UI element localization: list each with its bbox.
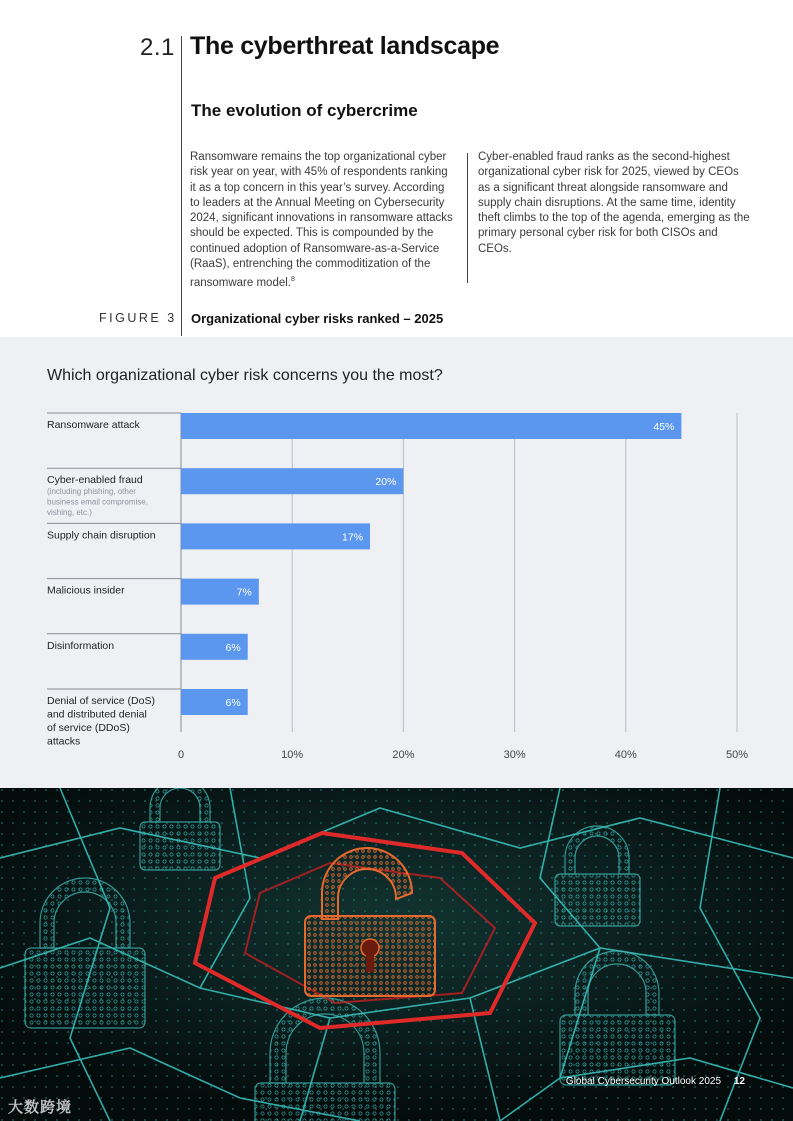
x-tick-label: 40%	[614, 749, 637, 761]
page-number: 12	[733, 1076, 745, 1087]
paragraph-left-text: Ransomware remains the top organizational cyber risk year on year, with 45% of respondents ranking it as a top concern in this year’s survey. According to leaders at the Annual Meeting on Cybersecurity 2024, significant innovations in ransomware attacks should be expected. This is compounded by the continued adoption of Ransomware-as-a-Service (RaaS), entrenching the commoditization of the ransomware model.	[190, 151, 453, 290]
category-note: (including phishing, other business email compromise, vishing, etc.)	[47, 487, 148, 518]
x-tick-label: 10%	[281, 749, 304, 761]
category-label: Ransomware attack	[47, 419, 140, 431]
bar-chart	[0, 337, 793, 788]
bar-value-label: 6%	[225, 641, 241, 654]
section-title: The cyberthreat landscape	[190, 32, 500, 60]
section-divider	[181, 36, 182, 336]
category-label: Cyber-enabled fraud	[47, 474, 143, 487]
cyber-padlock-image	[0, 788, 793, 1121]
x-tick-label: 50%	[725, 749, 749, 761]
bar-value-label: 45%	[653, 421, 675, 433]
category-label: Malicious insider	[47, 584, 125, 597]
bar-value-label: 20%	[375, 476, 397, 489]
bar-value-label: 6%	[225, 697, 241, 709]
column-divider	[467, 153, 468, 283]
paragraph-right: Cyber-enabled fraud ranks as the second-highest organizational cyber risk for 2025, viewed by CEOs as a significant threat alongside ransomware and supply chain disruptions. At the same time, identity theft climbs to the top of the agenda, emerging as the primary personal cyber risk for both CISOs and CEOs.	[478, 151, 750, 255]
figure-label: FIGURE 3	[99, 311, 177, 325]
x-tick-label: 30%	[503, 749, 526, 761]
figure-title: Organizational cyber risks ranked – 2025	[191, 311, 444, 326]
x-tick-label: 0	[177, 749, 185, 761]
watermark-logo: 大数跨境	[8, 1099, 73, 1116]
bar-value-label: 7%	[236, 586, 252, 599]
footnote-reference[interactable]: 8	[290, 276, 295, 284]
subsection-title: The evolution of cybercrime	[191, 101, 418, 120]
category-label: Disinformation	[47, 639, 115, 652]
category-label: Supply chain disruption	[47, 529, 156, 542]
section-number: 2.1	[140, 34, 175, 61]
footer-publication: Global Cybersecurity Outlook 2025	[565, 1076, 721, 1087]
paragraph-left	[190, 150, 455, 292]
category-label: Denial of service (DoS) and distributed denial of service (DDoS) attacks	[47, 695, 155, 748]
bar-value-label: 17%	[342, 531, 364, 544]
x-tick-label: 20%	[392, 749, 415, 761]
bar	[181, 468, 403, 494]
padlock-grid-icon	[0, 788, 793, 1121]
chart-title: Which organizational cyber risk concerns you the most?	[47, 367, 443, 384]
bar	[181, 413, 681, 439]
